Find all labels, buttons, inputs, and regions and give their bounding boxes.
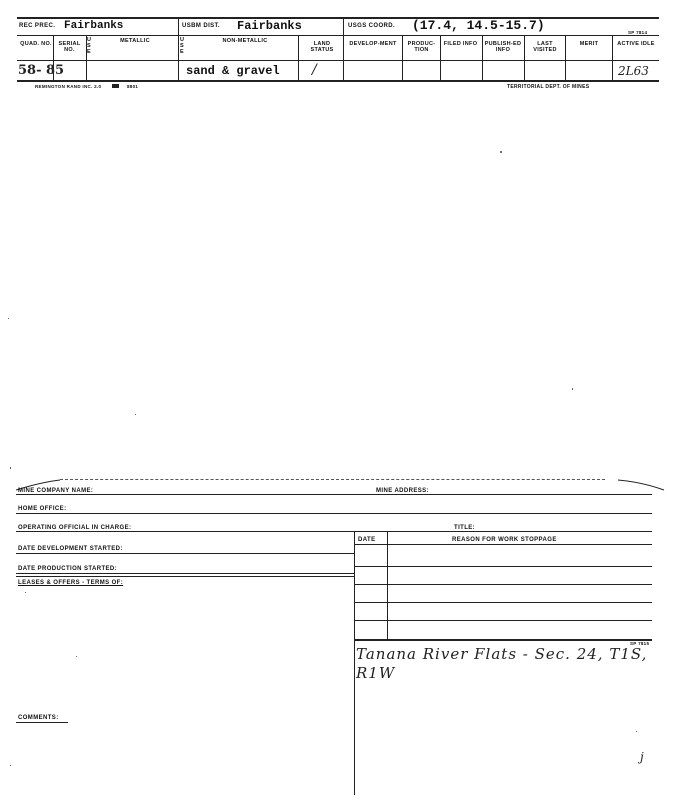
operating-official-label: OPERATING OFFICIAL IN CHARGE: [18, 525, 132, 531]
col-metallic: METALLIC [120, 38, 150, 44]
col-use-metallic: U S E [87, 37, 92, 55]
vline-header-1 [178, 17, 179, 81]
col-production: PRODUC-TION [407, 41, 436, 53]
usbm-dist-value: Fairbanks [237, 19, 302, 33]
vline-date-col [387, 531, 388, 639]
col-use-nonmetallic: U S E [180, 37, 185, 55]
scan-speck [25, 592, 26, 593]
rule-dev-started [16, 553, 354, 554]
date-development-label: DATE DEVELOPMENT STARTED: [18, 546, 123, 552]
rule-comments [16, 722, 68, 723]
land-status-value: / [312, 62, 317, 78]
top-border [17, 17, 659, 19]
rule-table-bottom [354, 639, 652, 641]
leases-offers-label: LEASES & OFFERS - TERMS OF: [18, 580, 124, 586]
vline-col-merit [565, 35, 566, 81]
usgs-coord-value: (17.4, 14.5-15.7) [412, 18, 545, 33]
handwritten-location-line1: Tanana River Flats - Sec. 24, T1S, [356, 645, 648, 663]
vline-col-filed [440, 35, 441, 81]
scan-speck [8, 318, 9, 319]
col-filed-info: FILED INFO [443, 41, 478, 47]
non-metallic-value: sand & gravel [186, 64, 280, 78]
vline-col-prod [402, 35, 403, 81]
mine-address-label: MINE ADDRESS: [376, 488, 429, 494]
col-last-visited: LAST VISITED [533, 41, 557, 53]
row-divider-1 [17, 35, 659, 36]
rule-company [16, 494, 652, 495]
printer-imprint: REMINGTON RAND INC. 2.0 [35, 84, 102, 89]
scan-speck [636, 731, 637, 732]
row-divider-2 [17, 60, 659, 61]
rule-table-row-3 [354, 602, 652, 603]
date-col-label: DATE [358, 537, 376, 543]
form-number-front: SP 7814 [628, 30, 648, 35]
printer-code: 8801 [127, 84, 139, 89]
rule-table-row-2 [354, 584, 652, 585]
col-quad-no: QUAD. NO. [20, 41, 52, 47]
scan-speck [10, 467, 11, 469]
quad-serial-value: 58- 85 [18, 63, 65, 78]
date-production-label: DATE PRODUCTION STARTED: [18, 566, 118, 572]
scan-speck [572, 388, 573, 390]
scan-speck [76, 656, 77, 657]
col-non-metallic: NON-METALLIC [222, 38, 268, 44]
rule-prod-started [16, 573, 354, 574]
col-development: DEVELOP-MENT [349, 41, 397, 47]
col-merit: MERIT [579, 41, 599, 47]
vline-col-land [298, 35, 299, 81]
col-active-idle: ACTIVE IDLE [617, 41, 655, 47]
title-label: TITLE: [454, 525, 476, 531]
rule-home-office [16, 513, 652, 514]
rule-leases-top [16, 576, 354, 577]
col-serial-no: SERIAL NO. [58, 41, 81, 53]
card-top-curve [12, 478, 672, 494]
bottom-border [17, 80, 659, 82]
scan-speck [10, 765, 11, 766]
rule-table-row-4 [354, 620, 652, 621]
home-office-label: HOME OFFICE: [18, 506, 67, 512]
usgs-coord-label: USGS COORD. [348, 23, 396, 29]
center-divider [354, 531, 355, 795]
rule-date-header-bottom [354, 544, 652, 545]
printer-block-mark [112, 84, 119, 88]
mine-company-name-label: MINE COMPANY NAME: [18, 488, 94, 494]
vline-header-2 [343, 17, 344, 81]
active-idle-value: 2L63 [618, 64, 649, 78]
vline-col-pub [482, 35, 483, 81]
rule-table-row-1 [354, 566, 652, 567]
form-number-back: SP 7815 [630, 641, 650, 646]
vline-col-last [524, 35, 525, 81]
usbm-dist-label: USBM DIST. [182, 23, 221, 29]
handwritten-location-line2: R1W [356, 664, 396, 682]
department-name: TERRITORIAL DEPT. OF MINES [507, 84, 590, 90]
scan-speck [135, 414, 136, 415]
col-land-status: LAND STATUS [310, 41, 334, 53]
rec-prec-value: Fairbanks [64, 20, 124, 32]
reason-col-label: REASON FOR WORK STOPPAGE [452, 537, 557, 543]
corner-mark: j [640, 750, 644, 764]
vline-col-active [612, 35, 613, 81]
comments-label: COMMENTS: [18, 715, 59, 721]
col-published-info: PUBLISH-ED INFO [484, 41, 522, 53]
rec-prec-label: REC PREC. [19, 23, 56, 29]
scan-speck [500, 151, 502, 153]
